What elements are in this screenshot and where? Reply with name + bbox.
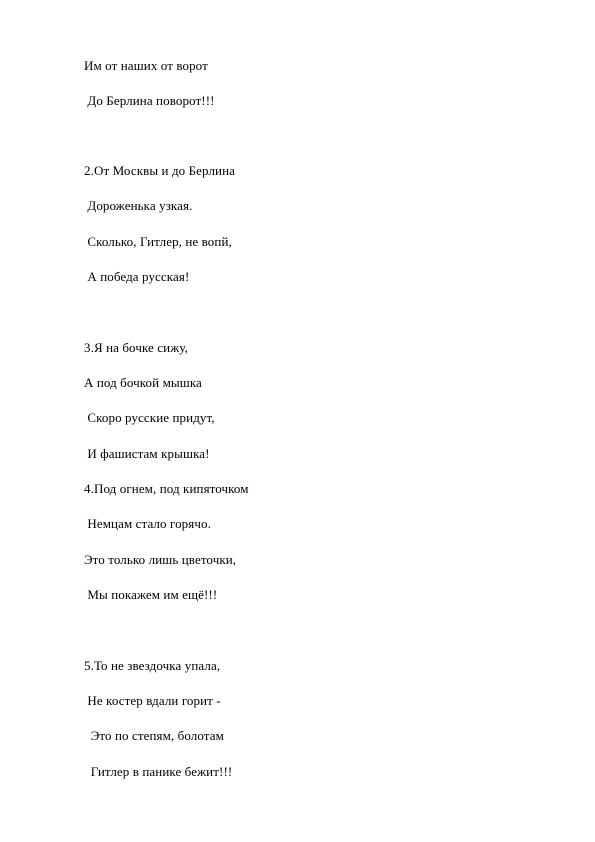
- verse-line: Сколько, Гитлер, не вопй,: [84, 234, 232, 249]
- verse-line: Дороженька узкая.: [84, 198, 193, 213]
- verse-line: До Берлина поворот!!!: [84, 93, 215, 108]
- verse-line: 5.То не звездочка упала,: [84, 658, 221, 673]
- verse-line: И фашистам крышка!: [84, 446, 210, 461]
- verse-line: Гитлер в панике бежит!!!: [84, 764, 233, 779]
- verse-line: 4.Под огнем, под кипяточком: [84, 481, 249, 496]
- verse-line: Скоро русские придут,: [84, 410, 215, 425]
- verse-line: А под бочкой мышка: [84, 375, 202, 390]
- verse-line: Это только лишь цветочки,: [84, 552, 237, 567]
- verse-line: А победа русская!: [84, 269, 190, 284]
- verse-line: Это по степям, болотам: [84, 728, 224, 743]
- verse-line: Немцам стало горячо.: [84, 516, 211, 531]
- verse-line: Не костер вдали горит -: [84, 693, 221, 708]
- verse-line: Им от наших от ворот: [84, 58, 208, 73]
- verse-line: 2.От Москвы и до Берлина: [84, 163, 236, 178]
- verse-line: Мы покажем им ещё!!!: [84, 587, 218, 602]
- verse-line: 3.Я на бочке сижу,: [84, 340, 188, 355]
